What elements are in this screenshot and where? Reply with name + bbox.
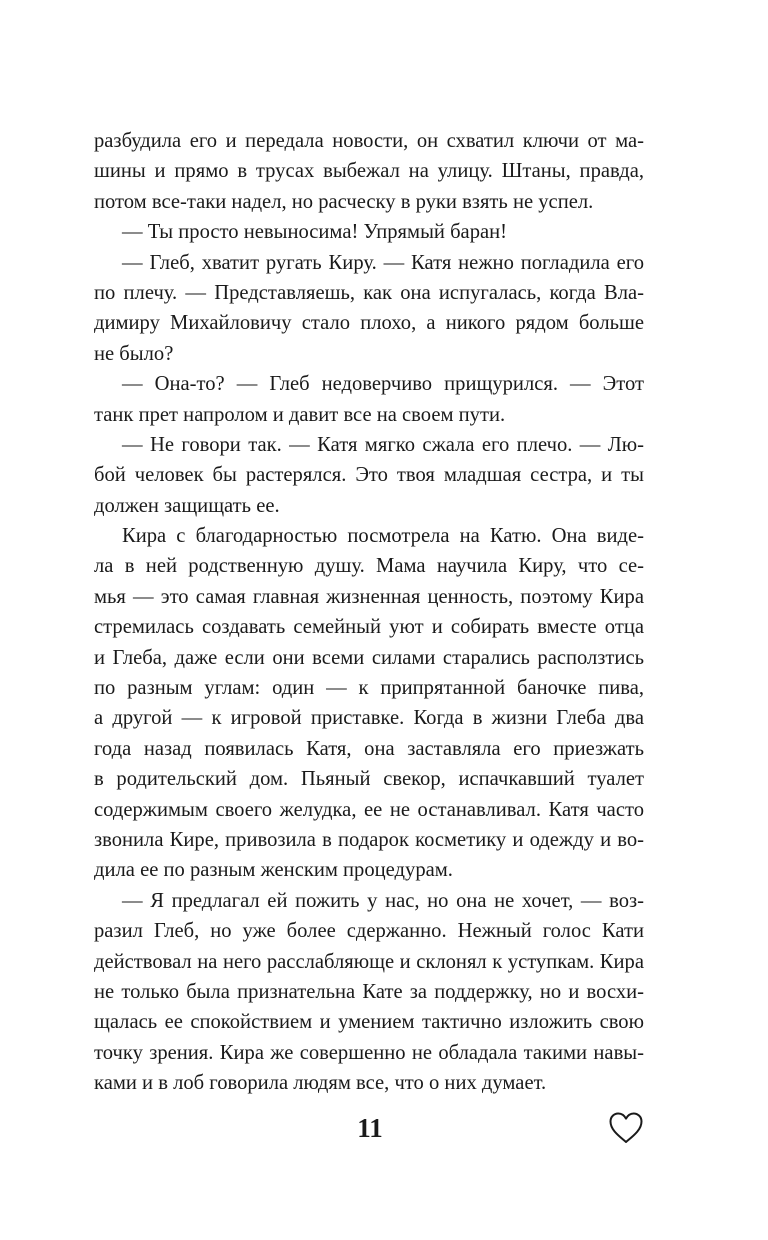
text-line: разил Глеб, но уже более сдержанно. Нежный голос Кати (94, 920, 644, 943)
text-line: содержимым своего желудка, ее не останавливал. Катя часто (94, 798, 644, 821)
text-line: Кира с благодарностью посмотрела на Катю. Она виде- (122, 525, 644, 548)
text-line: разбудила его и передала новости, он схватил ключи от ма- (94, 130, 644, 152)
text-line: димиру Михайловичу стало плохо, а никого рядом больше (94, 312, 644, 335)
text-line: ками и в лоб говорила людям все, что о них думает. (94, 1072, 547, 1095)
text-line: года назад появилась Катя, она заставляла его приезжать (94, 737, 644, 760)
text-line: стремилась создавать семейный уют и собирать вместе отца (94, 616, 644, 639)
text-line: должен защищать ее. (94, 494, 280, 517)
text-line: по плечу. — Представляешь, как она испугалась, когда Вла- (94, 281, 644, 304)
text-line: — Глеб, хватит ругать Киру. — Катя нежно погладила его (122, 251, 644, 274)
text-line: дила ее по разным женским процедурам. (94, 859, 453, 882)
text-line: танк прет напролом и давит все на своем пути. (94, 403, 506, 426)
text-line: не было? (94, 342, 174, 365)
text-line: и Глеба, даже если они всеми силами старались расползтись (94, 646, 644, 669)
page-number: 11 (357, 1113, 383, 1143)
book-page-text (94, 126, 644, 1099)
text-line: — Не говори так. — Катя мягко сжала его плечо. — Лю- (122, 433, 644, 456)
text-line: не только была признательна Кате за поддержку, но и восхи- (94, 980, 644, 1003)
text-line: в родительский дом. Пьяный свекор, испачкавший туалет (94, 768, 644, 791)
text-line: действовал на него расслабляюще и склонял к уступкам. Кира (94, 950, 644, 973)
text-line: точку зрения. Кира же совершенно не обладала такими навы- (94, 1041, 644, 1064)
text-line: потом все-таки надел, но расческу в руки взять не успел. (94, 190, 594, 213)
text-line: — Она-то? — Глеб недоверчиво прищурился. — Этот (122, 373, 644, 396)
text-line: а другой — к игровой приставке. Когда в жизни Глеба два (94, 707, 644, 730)
text-line: по разным углам: один — к припрятанной баночке пива, (94, 677, 644, 700)
text-line: звонила Кире, привозила в подарок косметику и одежду и во- (94, 828, 644, 851)
text-line: — Ты просто невыносима! Упрямый баран! (122, 221, 508, 244)
heart-icon (608, 1111, 644, 1145)
text-line: ла в ней родственную душу. Мама научила Киру, что се- (94, 555, 644, 578)
text-line: мья — это самая главная жизненная ценность, поэтому Кира (94, 585, 644, 608)
text-line: щалась ее спокойствием и умением тактично изложить свою (94, 1011, 644, 1034)
text-line: бой человек бы растерялся. Это твоя младшая сестра, и ты (94, 464, 644, 487)
text-line: шины и прямо в трусах выбежал на улицу. Штаны, правда, (94, 160, 644, 183)
text-line: — Я предлагал ей пожить у нас, но она не хочет, — воз- (122, 889, 644, 912)
